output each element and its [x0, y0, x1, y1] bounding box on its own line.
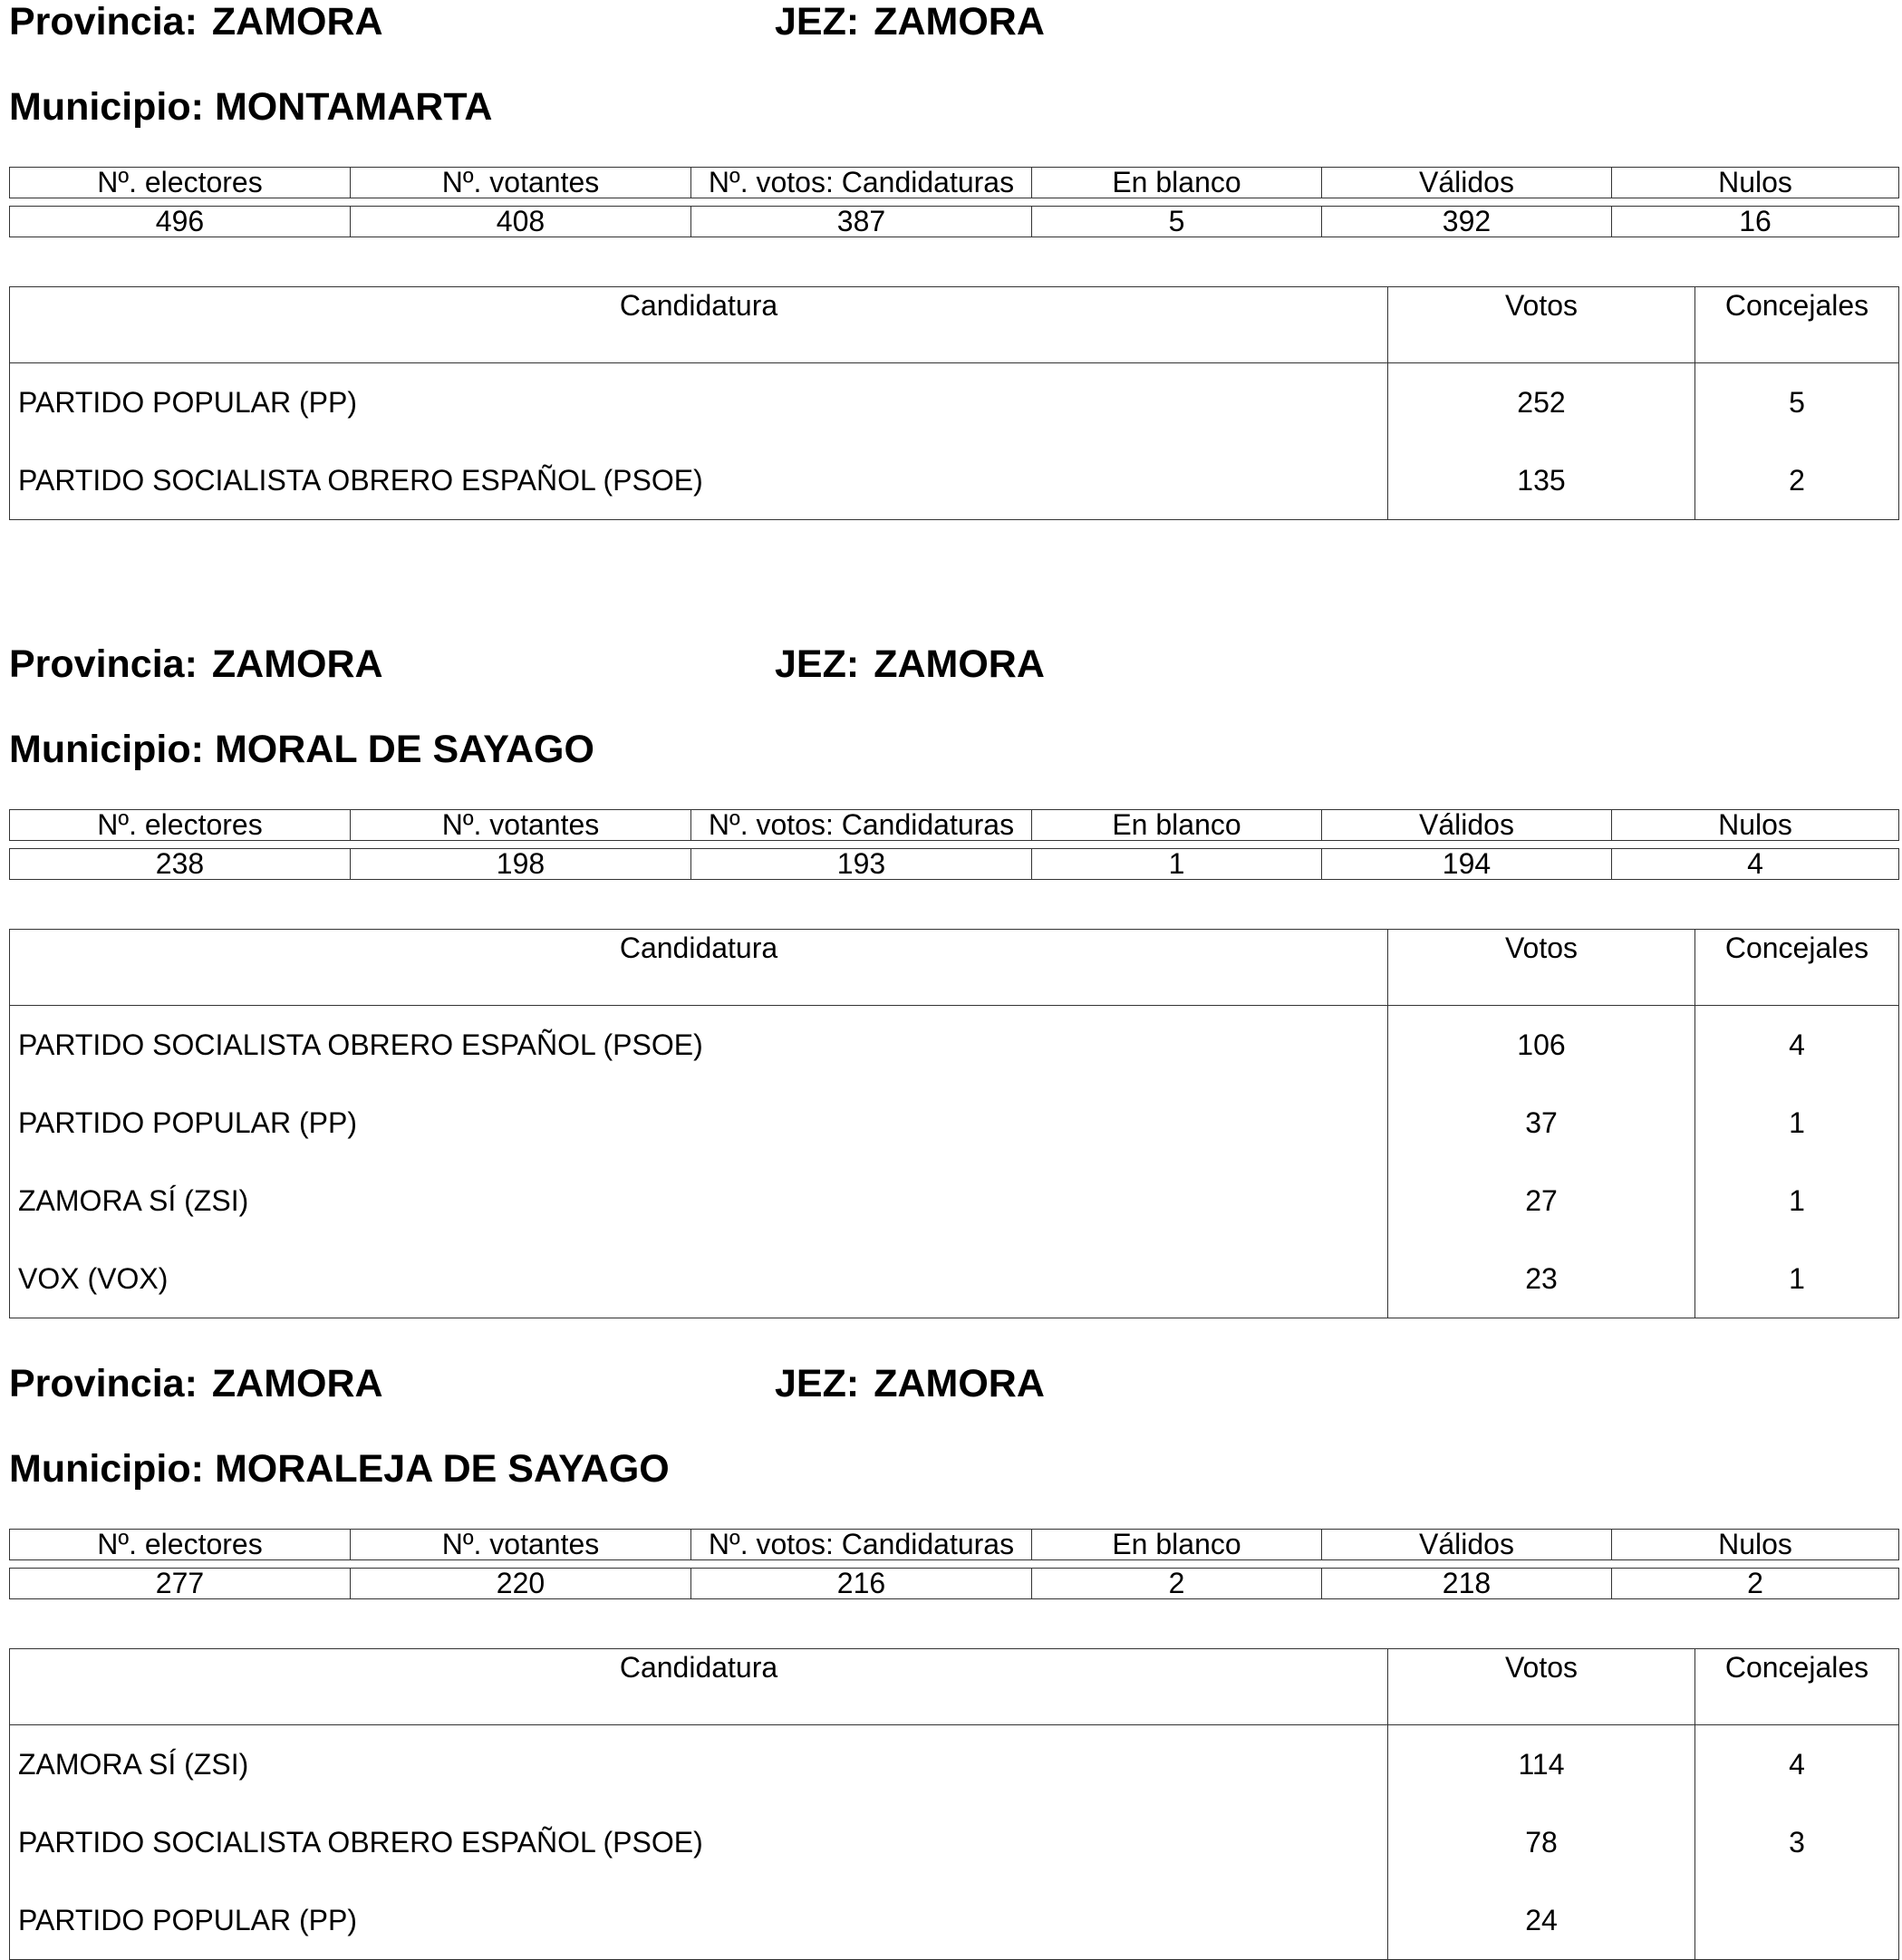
header-concejales: Concejales — [1695, 287, 1899, 363]
stats-value-row — [10, 849, 1899, 880]
stats-table — [9, 809, 1899, 880]
stats-nulos: 2 — [1612, 1569, 1899, 1599]
candidatura-concejales — [1695, 1881, 1899, 1960]
stats-en-blanco: 1 — [1032, 849, 1322, 880]
table-row — [10, 1803, 1899, 1881]
stats-header-en-blanco: En blanco — [1032, 810, 1322, 841]
candidatura-name: ZAMORA SÍ (ZSI) — [10, 1162, 1388, 1240]
candidaturas-table — [9, 1648, 1899, 1960]
candidaturas-table — [9, 929, 1899, 1318]
stats-electores: 496 — [10, 207, 351, 237]
stats-header-en-blanco: En blanco — [1032, 1530, 1322, 1560]
stats-table — [9, 1529, 1899, 1599]
table-row — [10, 1162, 1899, 1240]
stats-value-row — [10, 207, 1899, 237]
stats-header-row — [10, 1530, 1899, 1560]
header-candidatura: Candidatura — [10, 287, 1388, 363]
table-row — [10, 1240, 1899, 1318]
candidatura-concejales: 4 — [1789, 1747, 1805, 1781]
header-candidatura: Candidatura — [10, 930, 1388, 1006]
stats-header-nulos: Nulos — [1612, 1530, 1899, 1560]
header-votos: Votos — [1388, 287, 1695, 363]
candidatura-name: PARTIDO SOCIALISTA OBRERO ESPAÑOL (PSOE) — [10, 1006, 1388, 1085]
stats-header-row — [10, 810, 1899, 841]
table-row — [10, 441, 1899, 520]
candidatura-name: PARTIDO SOCIALISTA OBRERO ESPAÑOL (PSOE) — [10, 1803, 1388, 1881]
candidatura-votos: 78 — [1388, 1803, 1695, 1881]
candidatura-votos: 37 — [1388, 1084, 1695, 1162]
stats-header-votantes: Nº. votantes — [351, 168, 691, 198]
jez-heading: JEZ: ZAMORA — [775, 642, 1045, 686]
stats-header-row — [10, 168, 1899, 198]
candidatura-votos: 114 — [1388, 1725, 1695, 1804]
candidatura-votos: 24 — [1388, 1881, 1695, 1960]
candidatura-concejales: 1 — [1789, 1106, 1805, 1139]
stats-header-validos: Válidos — [1322, 1530, 1612, 1560]
candidatura-concejales: 2 — [1789, 463, 1805, 497]
header-concejales: Concejales — [1695, 1649, 1899, 1725]
stats-en-blanco: 5 — [1032, 207, 1322, 237]
stats-header-electores: Nº. electores — [10, 810, 351, 841]
stats-electores: 238 — [10, 849, 351, 880]
stats-nulos: 16 — [1612, 207, 1899, 237]
candidatura-votos: 135 — [1388, 441, 1695, 520]
stats-votantes: 408 — [351, 207, 691, 237]
header-votos: Votos — [1388, 930, 1695, 1006]
provincia-heading: Provincia: ZAMORA — [9, 1362, 383, 1405]
stats-header-electores: Nº. electores — [10, 168, 351, 198]
stats-votantes: 220 — [351, 1569, 691, 1599]
stats-header-nulos: Nulos — [1612, 810, 1899, 841]
municipio-heading: Municipio: MONTAMARTA — [9, 85, 493, 129]
stats-validos: 392 — [1322, 207, 1612, 237]
stats-header-validos: Válidos — [1322, 168, 1612, 198]
municipio-heading: Municipio: MORAL DE SAYAGO — [9, 728, 594, 771]
stats-header-nulos: Nulos — [1612, 168, 1899, 198]
candidatura-votos: 106 — [1388, 1006, 1695, 1085]
candidatura-name: ZAMORA SÍ (ZSI) — [10, 1725, 1388, 1804]
stats-header-votantes: Nº. votantes — [351, 1530, 691, 1560]
stats-header-electores: Nº. electores — [10, 1530, 351, 1560]
table-row — [10, 363, 1899, 442]
candidatura-name: PARTIDO POPULAR (PP) — [10, 1881, 1388, 1960]
stats-nulos: 4 — [1612, 849, 1899, 880]
candidaturas-header-row — [10, 1649, 1899, 1725]
candidatura-name: VOX (VOX) — [10, 1240, 1388, 1318]
jez-heading: JEZ: ZAMORA — [775, 0, 1045, 43]
candidatura-votos: 252 — [1388, 363, 1695, 442]
stats-header-validos: Válidos — [1322, 810, 1612, 841]
stats-header-en-blanco: En blanco — [1032, 168, 1322, 198]
header-candidatura: Candidatura — [10, 1649, 1388, 1725]
stats-votos-candidaturas: 387 — [691, 207, 1032, 237]
stats-value-row — [10, 1569, 1899, 1599]
candidaturas-table — [9, 286, 1899, 520]
candidaturas-header-row — [10, 287, 1899, 363]
municipio-heading: Municipio: MORALEJA DE SAYAGO — [9, 1447, 670, 1491]
candidatura-concejales: 3 — [1789, 1825, 1805, 1859]
candidatura-votos: 27 — [1388, 1162, 1695, 1240]
stats-header-votantes: Nº. votantes — [351, 810, 691, 841]
header-votos: Votos — [1388, 1649, 1695, 1725]
table-row — [10, 1725, 1899, 1804]
jez-heading: JEZ: ZAMORA — [775, 1362, 1045, 1405]
provincia-heading: Provincia: ZAMORA — [9, 642, 383, 686]
table-row — [10, 1084, 1899, 1162]
candidatura-name: PARTIDO POPULAR (PP) — [10, 363, 1388, 442]
candidatura-concejales: 1 — [1789, 1183, 1805, 1217]
stats-header-votos-candidaturas: Nº. votos: Candidaturas — [691, 168, 1032, 198]
candidatura-concejales: 1 — [1789, 1261, 1805, 1295]
stats-votos-candidaturas: 216 — [691, 1569, 1032, 1599]
stats-en-blanco: 2 — [1032, 1569, 1322, 1599]
table-row — [10, 1881, 1899, 1960]
table-row — [10, 1006, 1899, 1085]
candidatura-concejales: 4 — [1789, 1028, 1805, 1061]
candidatura-name: PARTIDO POPULAR (PP) — [10, 1084, 1388, 1162]
stats-votos-candidaturas: 193 — [691, 849, 1032, 880]
stats-table — [9, 167, 1899, 237]
stats-header-votos-candidaturas: Nº. votos: Candidaturas — [691, 1530, 1032, 1560]
provincia-heading: Provincia: ZAMORA — [9, 0, 383, 43]
stats-validos: 218 — [1322, 1569, 1612, 1599]
candidatura-votos: 23 — [1388, 1240, 1695, 1318]
stats-validos: 194 — [1322, 849, 1612, 880]
candidatura-name: PARTIDO SOCIALISTA OBRERO ESPAÑOL (PSOE) — [10, 441, 1388, 520]
header-concejales: Concejales — [1695, 930, 1899, 1006]
stats-electores: 277 — [10, 1569, 351, 1599]
candidaturas-header-row — [10, 930, 1899, 1006]
stats-votantes: 198 — [351, 849, 691, 880]
candidatura-concejales: 5 — [1789, 385, 1805, 419]
stats-header-votos-candidaturas: Nº. votos: Candidaturas — [691, 810, 1032, 841]
